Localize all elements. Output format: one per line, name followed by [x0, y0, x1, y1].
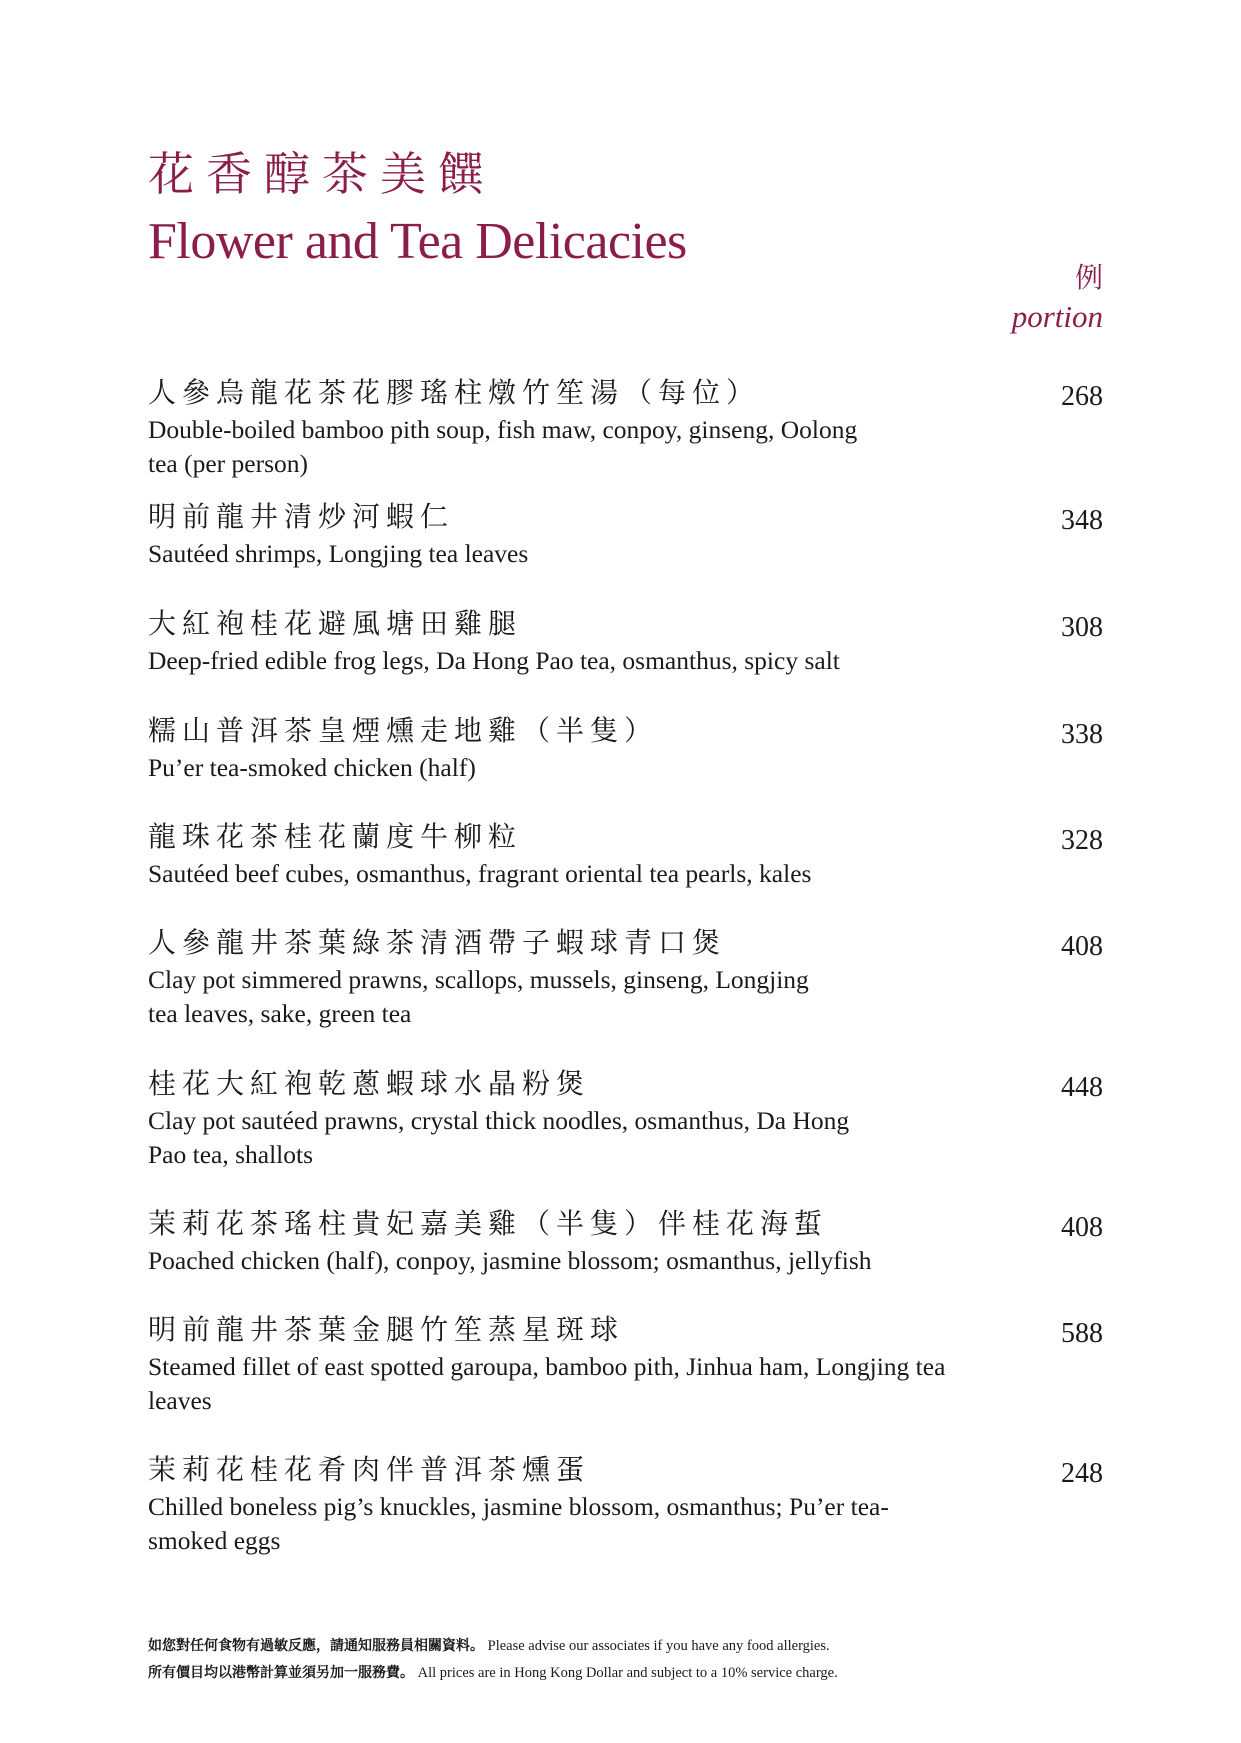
item-name-chinese: 明前龍井茶葉金腿竹笙蒸星斑球 — [148, 1313, 625, 1346]
menu-item — [148, 1310, 1103, 1450]
item-description: Double-boiled bamboo pith soup, fish maw, conpoy, ginseng, Oolong tea (per person) — [148, 415, 858, 478]
service-charge-note-chinese: 所有價目均以港幣計算並須另加一服務費。 — [148, 1665, 414, 1681]
item-description: Poached chicken (half), conpoy, jasmine blossom; osmanthus, jellyfish — [148, 1246, 872, 1275]
item-price: 348 — [1061, 505, 1103, 536]
item-price: 408 — [1061, 1212, 1103, 1243]
menu-item — [148, 1064, 1103, 1204]
item-price: 448 — [1061, 1072, 1103, 1103]
menu-item — [148, 711, 1103, 817]
item-description: Sautéed beef cubes, osmanthus, fragrant oriental tea pearls, kales — [148, 859, 812, 888]
page-title-chinese: 花香醇茶美饌 — [148, 147, 496, 201]
menu-item — [148, 923, 1103, 1064]
menu-item — [148, 373, 1103, 497]
menu-item — [148, 1450, 1103, 1560]
item-name-chinese: 明前龍井清炒河蝦仁 — [148, 500, 455, 533]
item-name-chinese: 桂花大紅袍乾蔥蝦球水晶粉煲 — [148, 1067, 591, 1100]
item-description: Clay pot sautéed prawns, crystal thick noodles, osmanthus, Da Hong Pao tea, shallots — [148, 1106, 850, 1169]
portion-label-chinese: 例 — [1074, 261, 1103, 294]
item-price: 338 — [1061, 719, 1103, 750]
item-description: Clay pot simmered prawns, scallops, mussels, ginseng, Longjing tea leaves, sake, green tea — [148, 965, 809, 1028]
item-description: Deep-fried edible frog legs, Da Hong Pao tea, osmanthus, spicy salt — [148, 646, 840, 675]
page-title-english: Flower and Tea Delicacies — [148, 213, 687, 270]
item-name-chinese: 人參烏龍花茶花膠瑤柱燉竹笙湯（每位） — [148, 376, 761, 409]
allergy-note-chinese: 如您對任何食物有過敏反應，請通知服務員相關資料。 — [148, 1638, 484, 1654]
portion-label-english: portion — [1011, 299, 1103, 334]
item-price: 328 — [1061, 825, 1103, 856]
menu-page — [148, 0, 1103, 1743]
item-name-chinese: 糯山普洱茶皇煙燻走地雞（半隻） — [148, 714, 659, 747]
item-price: 588 — [1061, 1318, 1103, 1349]
menu-item — [148, 497, 1103, 604]
item-name-chinese: 茉莉花茶瑤柱貴妃嘉美雞（半隻）伴桂花海蜇 — [148, 1207, 829, 1240]
item-price: 308 — [1061, 612, 1103, 643]
portion-header — [1012, 258, 1103, 336]
item-name-chinese: 大紅袍桂花避風塘田雞腿 — [148, 607, 523, 640]
item-description: Steamed fillet of east spotted garoupa, bamboo pith, Jinhua ham, Longjing tea leaves — [148, 1352, 946, 1415]
item-name-chinese: 龍珠花茶桂花蘭度牛柳粒 — [148, 820, 523, 853]
item-name-chinese: 茉莉花桂花肴肉伴普洱茶燻蛋 — [148, 1453, 591, 1486]
menu-item-list — [148, 373, 1103, 1560]
allergy-note-english: Please advise our associates if you have any food allergies. — [487, 1638, 830, 1654]
service-charge-note-english: All prices are in Hong Kong Dollar and subject to a 10% service charge. — [417, 1665, 838, 1681]
allergy-note — [148, 1633, 1103, 1660]
item-description: Chilled boneless pig’s knuckles, jasmine blossom, osmanthus; Pu’er tea-smoked eggs — [148, 1492, 889, 1555]
footer-notes — [148, 1633, 1103, 1687]
item-description: Pu’er tea-smoked chicken (half) — [148, 753, 476, 782]
item-price: 408 — [1061, 931, 1103, 962]
item-description: Sautéed shrimps, Longjing tea leaves — [148, 539, 529, 568]
service-charge-note — [148, 1660, 1103, 1687]
menu-item — [148, 604, 1103, 711]
menu-item — [148, 1204, 1103, 1310]
item-price: 248 — [1061, 1458, 1103, 1489]
item-price: 268 — [1061, 381, 1103, 412]
menu-item — [148, 817, 1103, 923]
item-name-chinese: 人參龍井茶葉綠茶清酒帶子蝦球青口煲 — [148, 926, 727, 959]
